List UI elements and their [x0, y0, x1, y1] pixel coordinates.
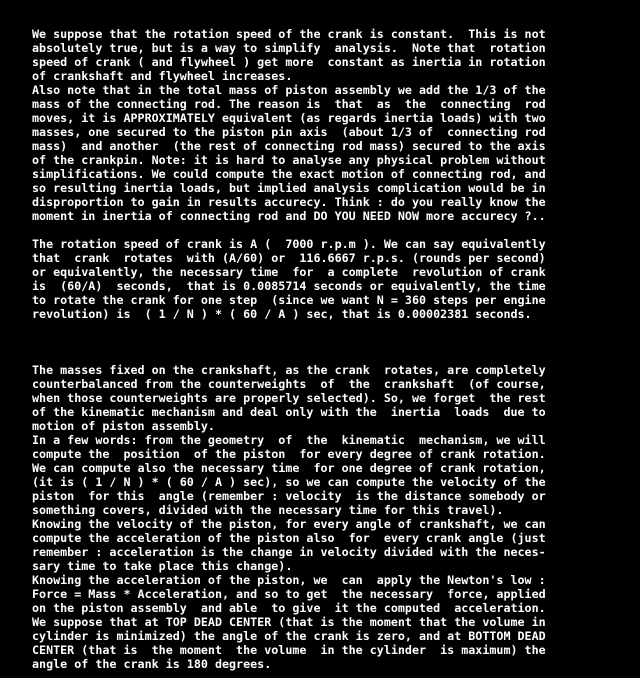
document-text — [32, 27, 632, 671]
text-line: angle of the crank is 180 degrees. — [32, 657, 272, 671]
text-line: (it is ( 1 / N ) * ( 60 / A ) sec), so we can compute the velocity of the — [32, 475, 546, 489]
text-line: absolutely true, but is a way to simplify analysis. Note that rotation — [32, 41, 546, 55]
text-line: Knowing the velocity of the piston, for every angle of crankshaft, we can — [32, 517, 546, 531]
text-line: masses, one secured to the piston pin axis (about 1/3 of connecting rod — [32, 125, 546, 139]
text-line: counterbalanced from the counterweights of the crankshaft (of course, — [32, 377, 546, 391]
text-line: We suppose that the rotation speed of the crank is constant. This is not — [32, 27, 546, 41]
text-line: piston for this angle (remember : velocity is the distance somebody or — [32, 489, 546, 503]
text-line: so resulting inertia loads, but implied analysis complication would be in — [32, 181, 546, 195]
text-line — [32, 349, 632, 363]
text-line — [32, 321, 632, 335]
text-line: revolution) is ( 1 / N ) * ( 60 / A ) sec, that is 0.00002381 seconds. — [32, 307, 532, 321]
text-line: Also note that in the total mass of piston assembly we add the 1/3 of the — [32, 83, 546, 97]
text-line: remember : acceleration is the change in velocity divided with the neces- — [32, 545, 546, 559]
text-line: when those counterweights are properly selected). So, we forget the rest — [32, 391, 546, 405]
text-line: simplifications. We could compute the exact motion of connecting rod, and — [32, 167, 546, 181]
text-line: of the kinematic mechanism and deal only with the inertia loads due to — [32, 405, 546, 419]
text-line: We suppose that at TOP DEAD CENTER (that is the moment that the volume in — [32, 615, 546, 629]
text-line: The masses fixed on the crankshaft, as the crank rotates, are completely — [32, 363, 546, 377]
text-line: mass) and another (the rest of connecting rod mass) secured to the axis — [32, 139, 546, 153]
text-line: We can compute also the necessary time for one degree of crank rotation, — [32, 461, 546, 475]
text-line: on the piston assembly and able to give it the computed acceleration. — [32, 601, 546, 615]
text-line: Force = Mass * Acceleration, and so to get the necessary force, applied — [32, 587, 546, 601]
text-line: that crank rotates with (A/60) or 116.6667 r.p.s. (rounds per second) — [32, 251, 546, 265]
text-line: moment in inertia of connecting rod and DO YOU NEED NOW more accurecy ?.. — [32, 209, 546, 223]
text-line: something covers, divided with the necessary time for this travel). — [32, 503, 504, 517]
text-line: moves, it is APPROXIMATELY equivalent (as regards inertia loads) with two — [32, 111, 546, 125]
text-line: disproportion to gain in results accurecy. Think : do you really know the — [32, 195, 546, 209]
text-line — [32, 335, 632, 349]
text-line — [32, 223, 632, 237]
text-line: of crankshaft and flywheel increases. — [32, 69, 293, 83]
text-line: sary time to take place this change). — [32, 559, 293, 573]
text-line: In a few words: from the geometry of the kinematic mechanism, we will — [32, 433, 546, 447]
text-line: Knowing the acceleration of the piston, we can apply the Newton's low : — [32, 573, 546, 587]
text-line: of the crankpin. Note: it is hard to analyse any physical problem without — [32, 153, 546, 167]
text-line: cylinder is minimized) the angle of the crank is zero, and at BOTTOM DEAD — [32, 629, 546, 643]
text-line: compute the position of the piston for every degree of crank rotation. — [32, 447, 546, 461]
text-line: to rotate the crank for one step (since we want N = 360 steps per engine — [32, 293, 546, 307]
text-line: or equivalently, the necessary time for a complete revolution of crank — [32, 265, 546, 279]
text-line: The rotation speed of crank is A ( 7000 r.p.m ). We can say equivalently — [32, 237, 546, 251]
text-line: compute the acceleration of the piston also for every crank angle (just — [32, 531, 546, 545]
text-line: is (60/A) seconds, that is 0.0085714 seconds or equivalently, the time — [32, 279, 546, 293]
text-line: mass of the connecting rod. The reason is that as the connecting rod — [32, 97, 546, 111]
text-line: motion of piston assembly. — [32, 419, 215, 433]
text-line: speed of crank ( and flywheel ) get more constant as inertia in rotation — [32, 55, 546, 69]
text-line: CENTER (that is the moment the volume in the cylinder is maximum) the — [32, 643, 546, 657]
